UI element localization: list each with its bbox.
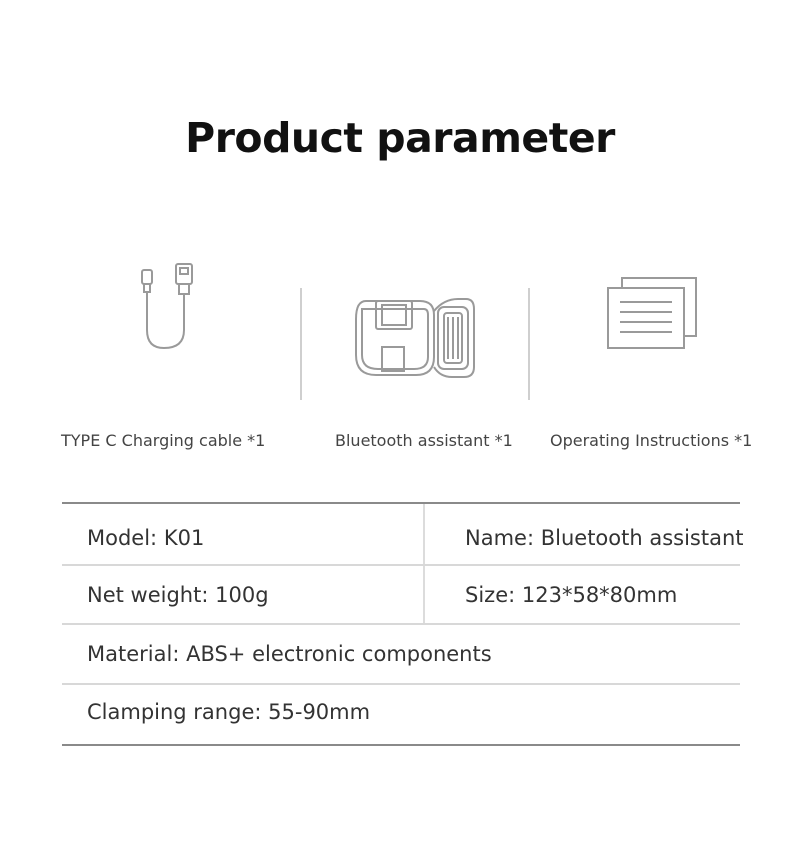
spec-model-label: Model:: [87, 526, 158, 550]
spec-clamping-label: Clamping range:: [87, 700, 262, 724]
divider-line: [528, 288, 530, 400]
spec-material: [87, 642, 492, 666]
spec-name: [465, 526, 744, 550]
table-row-divider: [62, 564, 740, 566]
spec-material-label: Material:: [87, 642, 180, 666]
item-caption-cable: TYPE C Charging cable *1: [61, 431, 266, 450]
spec-weight-value: 100g: [215, 583, 269, 607]
item-caption-instructions: Operating Instructions *1: [550, 431, 753, 450]
page-title: Product parameter: [185, 114, 615, 162]
spec-clamping: [87, 700, 370, 724]
table-row-divider: [62, 683, 740, 685]
spec-material-value: ABS+ electronic components: [186, 642, 492, 666]
table-bottom-rule: [62, 744, 740, 746]
instruction-papers-icon: [604, 274, 700, 352]
table-row-divider: [62, 623, 740, 625]
divider-line: [300, 288, 302, 400]
bluetooth-assistant-device-icon: [352, 295, 476, 381]
usb-cable-icon: [128, 260, 208, 360]
spec-size-label: Size:: [465, 583, 516, 607]
spec-size-value: 123*58*80mm: [521, 583, 678, 607]
spec-name-label: Name:: [465, 526, 535, 550]
spec-model: [87, 526, 204, 550]
spec-weight: [87, 583, 269, 607]
spec-name-value: Bluetooth assistant: [540, 526, 744, 550]
table-top-rule: [62, 502, 740, 504]
spec-model-value: K01: [163, 526, 205, 550]
spec-clamping-value: 55-90mm: [268, 700, 371, 724]
spec-size: [465, 583, 677, 607]
spec-weight-label: Net weight:: [87, 583, 209, 607]
item-caption-assistant: Bluetooth assistant *1: [335, 431, 513, 450]
